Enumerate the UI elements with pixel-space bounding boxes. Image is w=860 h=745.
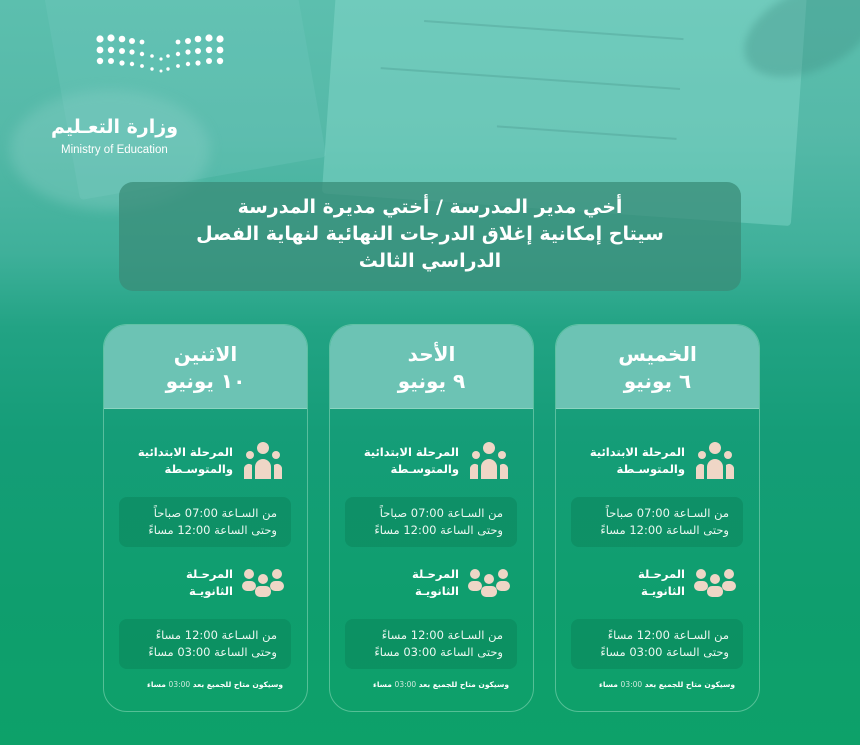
announcement-line-1: أخي مدير المدرسة / أختي مديرة المدرسة <box>237 196 623 218</box>
card-body <box>556 415 759 712</box>
note-hour: 03:00 <box>620 680 643 689</box>
note-text: وسيكون متاح للجميع بعد <box>418 680 509 689</box>
note-text: وسيكون متاح للجميع بعد <box>192 680 283 689</box>
stage-secondary <box>120 563 285 603</box>
stage-label-line-2: الثانويـة <box>640 584 685 598</box>
stage-primary-intermediate <box>120 441 285 481</box>
time-range-box <box>119 619 291 669</box>
time-to: وحتى الساعة 12:00 مساءً <box>374 523 503 537</box>
stage-label-line-2: والمتوسـطة <box>616 462 685 476</box>
three-people-icon <box>693 563 737 603</box>
stage-label-line-1: المرحلة الابتدائية <box>137 445 233 459</box>
card-date: ٩ يونيو <box>397 369 466 393</box>
time-from: من السـاعة 07:00 صباحاً <box>153 506 277 520</box>
time-range-box <box>571 497 743 547</box>
stage-secondary <box>572 563 737 603</box>
stage-label-line-1: المرحـلة <box>411 567 459 581</box>
schedule-card-sunday <box>329 324 534 712</box>
stage-label-line-2: الثانويـة <box>414 584 459 598</box>
time-from: من السـاعة 12:00 مساءً <box>155 628 277 642</box>
time-from: من السـاعة 07:00 صباحاً <box>605 506 729 520</box>
announcement-line-2: سيتاح إمكانية إغلاق الدرجات النهائية لنهاية الفصل <box>196 223 664 245</box>
ministry-logo <box>28 28 178 156</box>
availability-note <box>339 680 509 689</box>
note-hour: 03:00 <box>168 680 191 689</box>
time-range-box <box>119 497 291 547</box>
stage-primary-intermediate <box>346 441 511 481</box>
stage-label-line-2: والمتوسـطة <box>390 462 459 476</box>
group-icon <box>241 441 285 481</box>
time-range-box <box>571 619 743 669</box>
note-hour: 03:00 <box>394 680 417 689</box>
stage-label-line-2: الثانويـة <box>188 584 233 598</box>
note-suffix: مساء <box>372 680 392 689</box>
card-day: الاثنين <box>173 342 238 366</box>
availability-note <box>113 680 283 689</box>
availability-note <box>565 680 735 689</box>
finger-image <box>730 0 860 96</box>
time-to: وحتى الساعة 03:00 مساءً <box>600 645 729 659</box>
stage-label-line-2: والمتوسـطة <box>164 462 233 476</box>
time-range-box <box>345 619 517 669</box>
ministry-name-arabic: وزارة التعـليم <box>50 116 178 138</box>
time-from: من السـاعة 07:00 صباحاً <box>379 506 503 520</box>
stage-secondary <box>346 563 511 603</box>
note-text: وسيكون متاح للجميع بعد <box>644 680 735 689</box>
card-day: الأحد <box>407 342 456 366</box>
time-to: وحتى الساعة 03:00 مساءً <box>374 645 503 659</box>
three-people-icon <box>467 563 511 603</box>
card-body <box>330 415 533 712</box>
card-day: الخميس <box>618 342 697 366</box>
group-icon <box>693 441 737 481</box>
card-header <box>330 325 533 409</box>
card-date: ١٠ يونيو <box>165 369 246 393</box>
note-suffix: مساء <box>146 680 166 689</box>
time-to: وحتى الساعة 12:00 مساءً <box>148 523 277 537</box>
card-header <box>104 325 307 409</box>
stage-primary-intermediate <box>572 441 737 481</box>
stage-label-line-1: المرحـلة <box>637 567 685 581</box>
ministry-dots-icon <box>96 34 256 84</box>
time-range-box <box>345 497 517 547</box>
time-from: من السـاعة 12:00 مساءً <box>607 628 729 642</box>
card-body <box>104 415 307 712</box>
schedule-cards <box>103 324 763 714</box>
time-to: وحتى الساعة 03:00 مساءً <box>148 645 277 659</box>
schedule-card-monday <box>103 324 308 712</box>
card-date: ٦ يونيو <box>623 369 692 393</box>
time-to: وحتى الساعة 12:00 مساءً <box>600 523 729 537</box>
schedule-card-thursday <box>555 324 760 712</box>
time-from: من السـاعة 12:00 مساءً <box>381 628 503 642</box>
ministry-name-english: Ministry of Education <box>61 144 168 156</box>
announcement-line-3: الدراسي الثالث <box>358 250 502 272</box>
stage-label-line-1: المرحلة الابتدائية <box>589 445 685 459</box>
card-header <box>556 325 759 409</box>
announcement-box <box>119 182 741 291</box>
group-icon <box>467 441 511 481</box>
three-people-icon <box>241 563 285 603</box>
note-suffix: مساء <box>598 680 618 689</box>
stage-label-line-1: المرحلة الابتدائية <box>363 445 459 459</box>
stage-label-line-1: المرحـلة <box>185 567 233 581</box>
